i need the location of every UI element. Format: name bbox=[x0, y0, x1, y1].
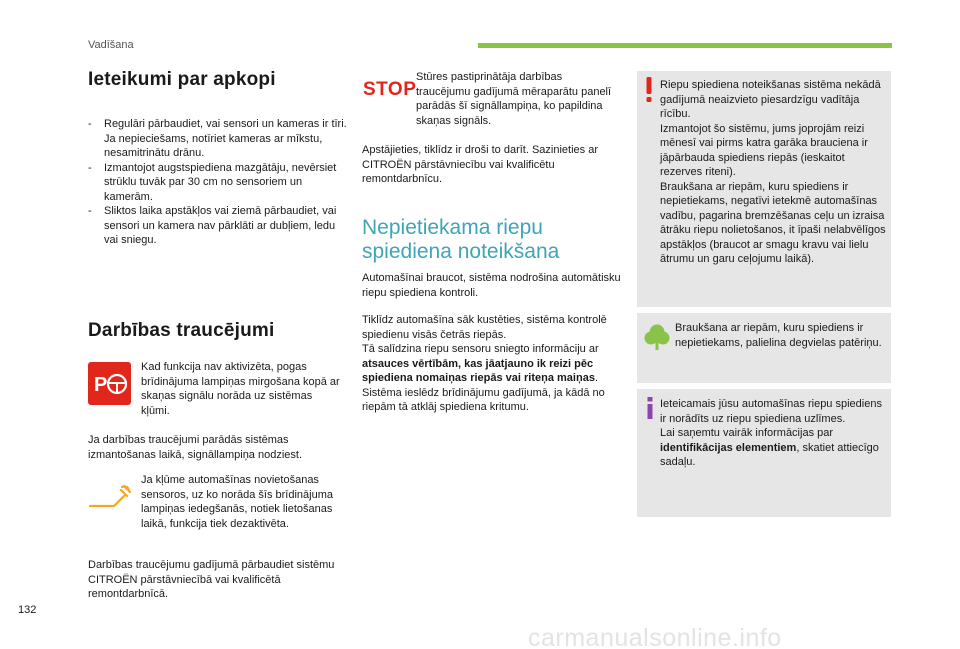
exclamation-icon bbox=[643, 77, 655, 103]
list-item: - Izmantojot augstspiediena mazgātāju, nevērsiet strūklu tuvāk par 30 cm no sensoriem un kamerām. bbox=[88, 161, 350, 205]
wrench-warning-text: Ja kļūme automašīnas novietošanas sensoros, uz ko norāda šīs brīdinājuma lampiņas iedegšanās, notiek lietošanas laikā, funkcija tiek dezaktivēta. bbox=[141, 474, 333, 530]
tyre-detection-text-1: Tiklīdz automašīna sāk kustēties, sistēma kontrolē spiedienu visās četrās riepās. Tā salīdzina riepu sensoru sniegto informāciju ar bbox=[362, 314, 607, 356]
page-number: 132 bbox=[18, 604, 37, 616]
tyre-detection-bold: atsauces vērtībām, kas jāatjauno ik reizi pēc spiediena nomaiņas riepās vai riteņa maiņas bbox=[362, 357, 595, 385]
stop-paragraph: Apstājieties, tiklīdz ir droši to darīt. Sazinieties ar CITROËN pārstāvniecību vai kvalificētu remontdarbnīcu. bbox=[362, 144, 598, 186]
fault-paragraph: Ja darbības traucējumi parādās sistēmas izmantošanas laikā, signāllampiņa nodziest. bbox=[88, 434, 303, 461]
tyre-detection-paragraph bbox=[362, 313, 624, 415]
stop-icon: STOP bbox=[363, 79, 417, 100]
list-item: - Sliktos laika apstākļos vai ziemā pārbaudiet, vai sensori un kamera nav pārklāti ar dubļiem, ledu vai sniegu. bbox=[88, 204, 350, 248]
info-text bbox=[660, 397, 886, 470]
stop-warning-text: Stūres pastiprinātāja darbības traucējumu gadījumā mēraparātu panelī parādās šī signāllampiņa, ko papildina skaņas signāls. bbox=[416, 71, 612, 127]
fault-lamp-text: Kad funkcija nav aktivizēta, pogas brīdinājuma lampiņas mirgošana kopā ar skaņas signālu norāda uz sistēmas kļūmi. bbox=[141, 361, 340, 417]
header-accent-bar bbox=[478, 43, 892, 48]
info-text-bold: identifikācijas elementiem bbox=[660, 441, 797, 454]
tyre-auto-paragraph: Automašīnai braucot, sistēma nodrošina automātisku riepu spiediena kontroli. bbox=[362, 272, 621, 299]
watermark: carmanualsonline.info bbox=[528, 624, 782, 649]
list-item: - Regulāri pārbaudiet, vai sensori un kameras ir tīri. Ja nepieciešams, notīriet kameras ar mīkstu, nesamitrinātu drānu. bbox=[88, 117, 350, 161]
heading-maintenance-tips: Ieteikumi par apkopi bbox=[88, 69, 276, 90]
tyre-detection-text-2: . Sistēma ieslēdz brīdinājumu gadījumā, ja kādā no riepām tā atklāj spiediena kritumu. bbox=[362, 372, 605, 414]
heading-tyre-pressure: Nepietiekama riepu spiediena noteikšana bbox=[362, 216, 560, 264]
leaf-icon bbox=[644, 323, 670, 351]
svg-text:P: P bbox=[94, 374, 108, 396]
parking-steering-warning-icon bbox=[88, 362, 131, 405]
info-text-2: , skatiet attiecīgo sadaļu. bbox=[660, 441, 879, 469]
wrench-icon bbox=[86, 476, 132, 514]
fault-check-paragraph: Darbības traucējumu gadījumā pārbaudiet sistēmu CITROËN pārstāvniecībā vai kvalificētā remontdarbnīcā. bbox=[88, 559, 335, 601]
maintenance-list bbox=[88, 117, 350, 248]
info-icon bbox=[645, 397, 655, 419]
warning-text: Riepu spiediena noteikšanas sistēma nekādā gadījumā neaizvieto piesardzīgu vadītāja rīcību. Izmantojot šo sistēmu, jums joprojām reizi mēnesī vai pirms katra garāka brauciena ir jāpārbauda spiediens riepās (ieskaitot rezerves riteni). Braukšana ar riepām, kuru spiediens ir nepietiekams, negatīvi ietekmē automašīnas vadību, pagarina bremzēšanas ceļu un izraisa ātrāku riepu nolietošanos, it īpaši nelabvēlīgos apstākļos (braucot ar smagu kravu vai lielu ātrumu un garu ceļojumu laikā). bbox=[660, 79, 886, 266]
section-label: Vadīšana bbox=[88, 39, 134, 51]
eco-text: Braukšana ar riepām, kuru spiediens ir nepietiekams, palielina degvielas patēriņu. bbox=[675, 322, 882, 349]
heading-malfunctions: Darbības traucējumi bbox=[88, 320, 275, 341]
info-text-1: Ieteicamais jūsu automašīnas riepu spiediens ir norādīts uz riepu spiediena uzlīmes. Lai saņemtu vairāk informācijas par bbox=[660, 398, 882, 440]
